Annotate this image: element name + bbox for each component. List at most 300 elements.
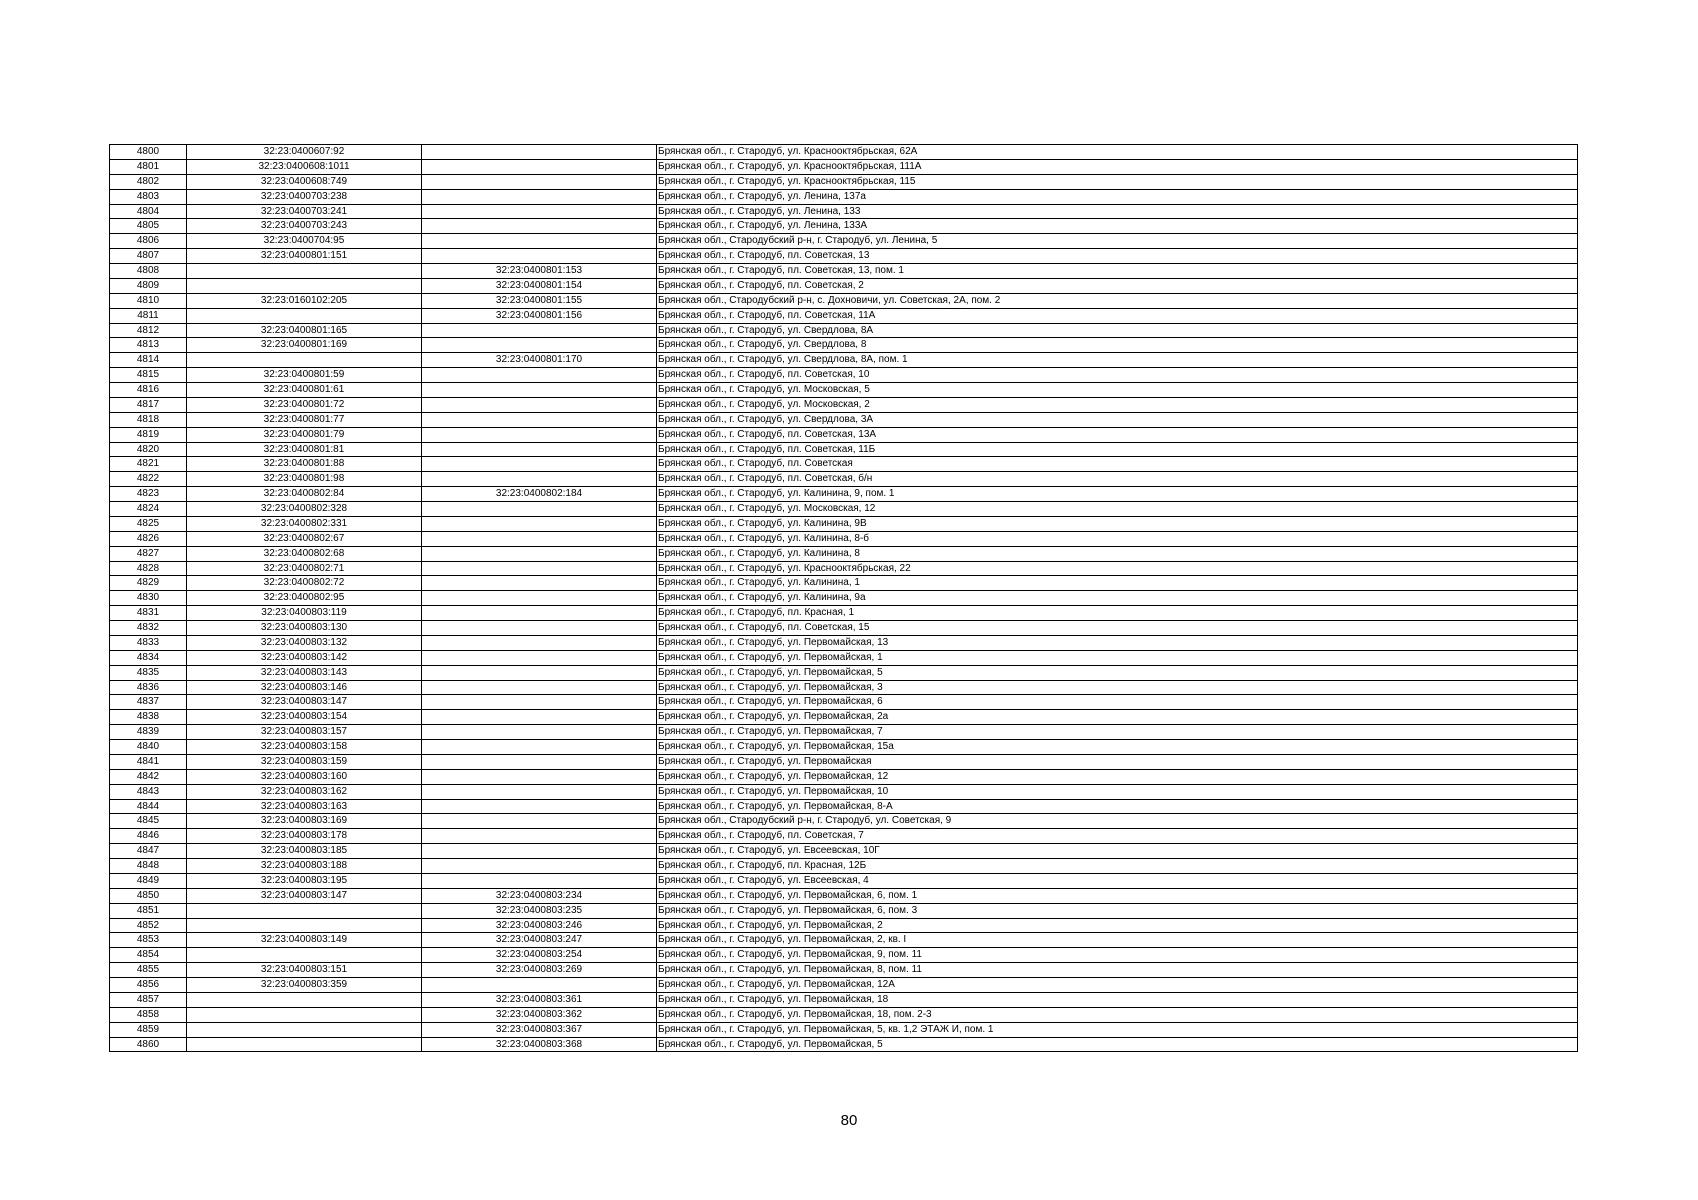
cadastral-number-cell: 32:23:0400803:147 [187,695,422,710]
row-number-cell: 4823 [110,487,187,502]
table-row [110,397,1578,412]
row-number-cell: 4829 [110,576,187,591]
row-number-cell: 4805 [110,219,187,234]
address-cell: Брянская обл., г. Стародуб, пл. Советская, б/н [657,472,1578,487]
room-cadastral-number-cell [422,635,657,650]
cadastral-number-cell: 32:23:0400703:238 [187,189,422,204]
row-number-cell: 4860 [110,1037,187,1052]
table-row [110,502,1578,517]
cadastral-number-cell: 32:23:0160102:205 [187,293,422,308]
row-number-cell: 4803 [110,189,187,204]
row-number-cell: 4826 [110,531,187,546]
room-cadastral-number-cell [422,680,657,695]
row-number-cell: 4801 [110,159,187,174]
address-cell: Брянская обл., г. Стародуб, ул. Первомайская, 5 [657,1037,1578,1052]
cadastral-number-cell: 32:23:0400803:185 [187,844,422,859]
table-row [110,978,1578,993]
address-cell: Брянская обл., г. Стародуб, пл. Советская, 13 [657,249,1578,264]
cadastral-number-cell: 32:23:0400703:243 [187,219,422,234]
cadastral-number-cell: 32:23:0400802:95 [187,591,422,606]
cadastral-number-cell: 32:23:0400802:328 [187,502,422,517]
table-row [110,1037,1578,1052]
address-cell: Брянская обл., г. Стародуб, ул. Первомайская, 5 [657,665,1578,680]
address-cell: Брянская обл., г. Стародуб, ул. Первомайская, 2а [657,710,1578,725]
address-cell: Брянская обл., Стародубский р-н, г. Стародуб, ул. Советская, 9 [657,814,1578,829]
room-cadastral-number-cell: 32:23:0400803:368 [422,1037,657,1052]
table-row [110,457,1578,472]
address-cell: Брянская обл., г. Стародуб, ул. Первомайская, 12А [657,978,1578,993]
table-row [110,189,1578,204]
address-cell: Брянская обл., г. Стародуб, пл. Советская, 11Б [657,442,1578,457]
room-cadastral-number-cell: 32:23:0400803:362 [422,1007,657,1022]
table-row [110,412,1578,427]
table-row [110,219,1578,234]
address-cell: Брянская обл., г. Стародуб, ул. Свердлова, 8А [657,323,1578,338]
registry-table-body [110,145,1578,1052]
room-cadastral-number-cell: 32:23:0400803:269 [422,963,657,978]
room-cadastral-number-cell [422,412,657,427]
row-number-cell: 4850 [110,888,187,903]
room-cadastral-number-cell [422,665,657,680]
address-cell: Брянская обл., г. Стародуб, ул. Первомайская, 3 [657,680,1578,695]
row-number-cell: 4813 [110,338,187,353]
cadastral-number-cell: 32:23:0400803:188 [187,859,422,874]
table-row [110,621,1578,636]
cadastral-number-cell: 32:23:0400703:241 [187,204,422,219]
cadastral-number-cell: 32:23:0400801:72 [187,397,422,412]
table-row [110,725,1578,740]
cadastral-number-cell: 32:23:0400803:195 [187,873,422,888]
row-number-cell: 4812 [110,323,187,338]
table-row [110,963,1578,978]
address-cell: Брянская обл., г. Стародуб, пл. Советская, 11А [657,308,1578,323]
address-cell: Брянская обл., г. Стародуб, ул. Первомайская, 9, пом. 11 [657,948,1578,963]
address-cell: Брянская обл., г. Стародуб, ул. Первомайская, 18, пом. 2-3 [657,1007,1578,1022]
row-number-cell: 4818 [110,412,187,427]
row-number-cell: 4815 [110,368,187,383]
address-cell: Брянская обл., г. Стародуб, ул. Первомайская, 2 [657,918,1578,933]
room-cadastral-number-cell [422,159,657,174]
address-cell: Брянская обл., г. Стародуб, ул. Калинина, 8-б [657,531,1578,546]
row-number-cell: 4810 [110,293,187,308]
cadastral-number-cell: 32:23:0400803:157 [187,725,422,740]
table-row [110,427,1578,442]
cadastral-number-cell: 32:23:0400802:331 [187,516,422,531]
cadastral-number-cell: 32:23:0400608:749 [187,174,422,189]
cadastral-number-cell [187,264,422,279]
cadastral-number-cell: 32:23:0400801:81 [187,442,422,457]
address-cell: Брянская обл., г. Стародуб, ул. Евсеевская, 10Г [657,844,1578,859]
row-number-cell: 4853 [110,933,187,948]
table-row [110,665,1578,680]
table-row [110,859,1578,874]
table-row [110,264,1578,279]
address-cell: Брянская обл., г. Стародуб, ул. Первомайская, 15а [657,740,1578,755]
room-cadastral-number-cell [422,383,657,398]
address-cell: Брянская обл., г. Стародуб, ул. Первомайская, 8-А [657,799,1578,814]
table-row [110,606,1578,621]
room-cadastral-number-cell [422,754,657,769]
address-cell: Брянская обл., г. Стародуб, ул. Краснооктябрьская, 111А [657,159,1578,174]
room-cadastral-number-cell [422,546,657,561]
table-row [110,799,1578,814]
cadastral-number-cell: 32:23:0400802:67 [187,531,422,546]
address-cell: Брянская обл., г. Стародуб, ул. Краснооктябрьская, 115 [657,174,1578,189]
room-cadastral-number-cell [422,591,657,606]
cadastral-number-cell: 32:23:0400803:142 [187,650,422,665]
table-row [110,933,1578,948]
room-cadastral-number-cell [422,442,657,457]
room-cadastral-number-cell: 32:23:0400803:247 [422,933,657,948]
row-number-cell: 4831 [110,606,187,621]
cadastral-number-cell: 32:23:0400801:165 [187,323,422,338]
cadastral-number-cell [187,308,422,323]
table-row [110,278,1578,293]
cadastral-number-cell [187,278,422,293]
table-row [110,695,1578,710]
room-cadastral-number-cell [422,323,657,338]
cadastral-number-cell: 32:23:0400803:151 [187,963,422,978]
table-row [110,368,1578,383]
room-cadastral-number-cell: 32:23:0400802:184 [422,487,657,502]
row-number-cell: 4849 [110,873,187,888]
row-number-cell: 4825 [110,516,187,531]
row-number-cell: 4852 [110,918,187,933]
row-number-cell: 4845 [110,814,187,829]
address-cell: Брянская обл., г. Стародуб, ул. Первомайская, 10 [657,784,1578,799]
room-cadastral-number-cell [422,189,657,204]
cadastral-number-cell: 32:23:0400801:151 [187,249,422,264]
cadastral-number-cell: 32:23:0400803:132 [187,635,422,650]
row-number-cell: 4814 [110,353,187,368]
row-number-cell: 4817 [110,397,187,412]
cadastral-number-cell: 32:23:0400704:95 [187,234,422,249]
table-row [110,234,1578,249]
room-cadastral-number-cell: 32:23:0400803:254 [422,948,657,963]
cadastral-number-cell: 32:23:0400801:77 [187,412,422,427]
room-cadastral-number-cell [422,873,657,888]
table-row [110,487,1578,502]
table-row [110,948,1578,963]
address-cell: Брянская обл., г. Стародуб, ул. Ленина, 137а [657,189,1578,204]
cadastral-number-cell: 32:23:0400803:178 [187,829,422,844]
address-cell: Брянская обл., г. Стародуб, ул. Первомайская, 1 [657,650,1578,665]
row-number-cell: 4859 [110,1022,187,1037]
row-number-cell: 4851 [110,903,187,918]
table-row [110,353,1578,368]
table-row [110,338,1578,353]
cadastral-number-cell: 32:23:0400608:1011 [187,159,422,174]
room-cadastral-number-cell [422,844,657,859]
address-cell: Брянская обл., г. Стародуб, пл. Советская, 13А [657,427,1578,442]
row-number-cell: 4843 [110,784,187,799]
room-cadastral-number-cell: 32:23:0400803:246 [422,918,657,933]
room-cadastral-number-cell [422,769,657,784]
table-row [110,740,1578,755]
room-cadastral-number-cell [422,249,657,264]
room-cadastral-number-cell [422,145,657,160]
table-row [110,710,1578,725]
room-cadastral-number-cell [422,174,657,189]
room-cadastral-number-cell [422,621,657,636]
address-cell: Брянская обл., г. Стародуб, ул. Евсеевская, 4 [657,873,1578,888]
cadastral-number-cell: 32:23:0400802:68 [187,546,422,561]
cadastral-number-cell: 32:23:0400802:84 [187,487,422,502]
cadastral-number-cell: 32:23:0400803:160 [187,769,422,784]
room-cadastral-number-cell: 32:23:0400801:156 [422,308,657,323]
address-cell: Брянская обл., г. Стародуб, ул. Первомайская, 12 [657,769,1578,784]
row-number-cell: 4841 [110,754,187,769]
room-cadastral-number-cell: 32:23:0400803:361 [422,992,657,1007]
row-number-cell: 4811 [110,308,187,323]
row-number-cell: 4828 [110,561,187,576]
row-number-cell: 4840 [110,740,187,755]
cadastral-number-cell: 32:23:0400803:359 [187,978,422,993]
address-cell: Брянская обл., г. Стародуб, ул. Краснооктябрьская, 62А [657,145,1578,160]
address-cell: Брянская обл., г. Стародуб, пл. Советская, 7 [657,829,1578,844]
table-row [110,814,1578,829]
address-cell: Брянская обл., г. Стародуб, ул. Московская, 2 [657,397,1578,412]
row-number-cell: 4855 [110,963,187,978]
address-cell: Брянская обл., г. Стародуб, ул. Первомайская, 8, пом. 11 [657,963,1578,978]
address-cell: Брянская обл., г. Стародуб, пл. Красная, 1 [657,606,1578,621]
table-row [110,308,1578,323]
address-cell: Брянская обл., г. Стародуб, ул. Первомайская, 13 [657,635,1578,650]
address-cell: Брянская обл., г. Стародуб, ул. Свердлова, 8 [657,338,1578,353]
table-row [110,442,1578,457]
row-number-cell: 4833 [110,635,187,650]
cadastral-number-cell: 32:23:0400801:169 [187,338,422,353]
cadastral-number-cell: 32:23:0400803:146 [187,680,422,695]
row-number-cell: 4837 [110,695,187,710]
address-cell: Брянская обл., Стародубский р-н, г. Стародуб, ул. Ленина, 5 [657,234,1578,249]
room-cadastral-number-cell [422,978,657,993]
table-row [110,516,1578,531]
address-cell: Брянская обл., г. Стародуб, ул. Первомайская, 18 [657,992,1578,1007]
cadastral-number-cell: 32:23:0400801:79 [187,427,422,442]
address-cell: Брянская обл., г. Стародуб, ул. Московская, 5 [657,383,1578,398]
row-number-cell: 4806 [110,234,187,249]
table-row [110,293,1578,308]
room-cadastral-number-cell [422,829,657,844]
room-cadastral-number-cell [422,710,657,725]
address-cell: Брянская обл., г. Стародуб, ул. Калинина, 9а [657,591,1578,606]
table-row [110,576,1578,591]
table-row [110,591,1578,606]
row-number-cell: 4858 [110,1007,187,1022]
row-number-cell: 4834 [110,650,187,665]
address-cell: Брянская обл., г. Стародуб, ул. Первомайская, 6 [657,695,1578,710]
table-row [110,888,1578,903]
room-cadastral-number-cell [422,814,657,829]
row-number-cell: 4822 [110,472,187,487]
cadastral-number-cell: 32:23:0400803:162 [187,784,422,799]
cadastral-number-cell: 32:23:0400607:92 [187,145,422,160]
address-cell: Брянская обл., Стародубский р-н, с. Дохновичи, ул. Советская, 2А, пом. 2 [657,293,1578,308]
table-row [110,754,1578,769]
room-cadastral-number-cell [422,472,657,487]
table-row [110,561,1578,576]
cadastral-number-cell: 32:23:0400803:119 [187,606,422,621]
cadastral-number-cell: 32:23:0400803:163 [187,799,422,814]
table-row [110,159,1578,174]
room-cadastral-number-cell [422,650,657,665]
table-row [110,1007,1578,1022]
cadastral-number-cell: 32:23:0400803:143 [187,665,422,680]
cadastral-number-cell: 32:23:0400801:61 [187,383,422,398]
row-number-cell: 4842 [110,769,187,784]
cadastral-number-cell: 32:23:0400802:72 [187,576,422,591]
row-number-cell: 4847 [110,844,187,859]
row-number-cell: 4816 [110,383,187,398]
row-number-cell: 4846 [110,829,187,844]
room-cadastral-number-cell [422,576,657,591]
room-cadastral-number-cell [422,531,657,546]
row-number-cell: 4821 [110,457,187,472]
address-cell: Брянская обл., г. Стародуб, ул. Первомайская, 7 [657,725,1578,740]
row-number-cell: 4835 [110,665,187,680]
table-row [110,204,1578,219]
room-cadastral-number-cell [422,338,657,353]
table-row [110,650,1578,665]
cadastral-number-cell [187,353,422,368]
address-cell: Брянская обл., г. Стародуб, ул. Свердлова, 8А, пом. 1 [657,353,1578,368]
cadastral-number-cell: 32:23:0400803:159 [187,754,422,769]
cadastral-number-cell: 32:23:0400803:169 [187,814,422,829]
room-cadastral-number-cell [422,427,657,442]
table-row [110,903,1578,918]
address-cell: Брянская обл., г. Стародуб, ул. Первомайская, 2, кв. I [657,933,1578,948]
table-row [110,769,1578,784]
address-cell: Брянская обл., г. Стародуб, ул. Калинина, 9, пом. 1 [657,487,1578,502]
address-cell: Брянская обл., г. Стародуб, пл. Советская [657,457,1578,472]
address-cell: Брянская обл., г. Стародуб, ул. Краснооктябрьская, 22 [657,561,1578,576]
room-cadastral-number-cell [422,695,657,710]
row-number-cell: 4838 [110,710,187,725]
room-cadastral-number-cell [422,368,657,383]
cadastral-number-cell [187,992,422,1007]
table-row [110,784,1578,799]
address-cell: Брянская обл., г. Стародуб, пл. Советская, 10 [657,368,1578,383]
address-cell: Брянская обл., г. Стародуб, ул. Первомайская [657,754,1578,769]
table-row [110,873,1578,888]
property-registry-table [109,144,1578,1052]
cadastral-number-cell: 32:23:0400802:71 [187,561,422,576]
room-cadastral-number-cell [422,740,657,755]
cadastral-number-cell: 32:23:0400801:98 [187,472,422,487]
cadastral-number-cell: 32:23:0400801:59 [187,368,422,383]
row-number-cell: 4856 [110,978,187,993]
room-cadastral-number-cell: 32:23:0400803:367 [422,1022,657,1037]
row-number-cell: 4800 [110,145,187,160]
room-cadastral-number-cell [422,219,657,234]
address-cell: Брянская обл., г. Стародуб, ул. Московская, 12 [657,502,1578,517]
room-cadastral-number-cell [422,725,657,740]
address-cell: Брянская обл., г. Стародуб, ул. Ленина, 133А [657,219,1578,234]
address-cell: Брянская обл., г. Стародуб, ул. Калинина, 9В [657,516,1578,531]
cadastral-number-cell: 32:23:0400801:88 [187,457,422,472]
table-row [110,680,1578,695]
row-number-cell: 4844 [110,799,187,814]
address-cell: Брянская обл., г. Стародуб, пл. Советская, 15 [657,621,1578,636]
row-number-cell: 4839 [110,725,187,740]
cadastral-number-cell [187,903,422,918]
cadastral-number-cell [187,948,422,963]
room-cadastral-number-cell [422,457,657,472]
row-number-cell: 4819 [110,427,187,442]
row-number-cell: 4857 [110,992,187,1007]
address-cell: Брянская обл., г. Стародуб, ул. Калинина, 8 [657,546,1578,561]
row-number-cell: 4807 [110,249,187,264]
room-cadastral-number-cell [422,561,657,576]
address-cell: Брянская обл., г. Стародуб, пл. Советская, 2 [657,278,1578,293]
room-cadastral-number-cell: 32:23:0400803:234 [422,888,657,903]
row-number-cell: 4809 [110,278,187,293]
address-cell: Брянская обл., г. Стародуб, ул. Первомайская, 6, пом. 1 [657,888,1578,903]
cadastral-number-cell: 32:23:0400803:149 [187,933,422,948]
cadastral-number-cell [187,1007,422,1022]
room-cadastral-number-cell: 32:23:0400801:155 [422,293,657,308]
address-cell: Брянская обл., г. Стародуб, ул. Калинина, 1 [657,576,1578,591]
row-number-cell: 4802 [110,174,187,189]
table-row [110,323,1578,338]
table-row [110,635,1578,650]
table-row [110,472,1578,487]
table-row [110,844,1578,859]
row-number-cell: 4832 [110,621,187,636]
table-row [110,145,1578,160]
address-cell: Брянская обл., г. Стародуб, ул. Первомайская, 5, кв. 1,2 ЭТАЖ И, пом. 1 [657,1022,1578,1037]
cadastral-number-cell: 32:23:0400803:154 [187,710,422,725]
row-number-cell: 4848 [110,859,187,874]
table-row [110,918,1578,933]
row-number-cell: 4808 [110,264,187,279]
room-cadastral-number-cell [422,799,657,814]
address-cell: Брянская обл., г. Стародуб, ул. Свердлова, 3А [657,412,1578,427]
row-number-cell: 4830 [110,591,187,606]
table-row [110,992,1578,1007]
cadastral-number-cell: 32:23:0400803:158 [187,740,422,755]
row-number-cell: 4824 [110,502,187,517]
address-cell: Брянская обл., г. Стародуб, пл. Советская, 13, пом. 1 [657,264,1578,279]
cadastral-number-cell: 32:23:0400803:147 [187,888,422,903]
table-row [110,531,1578,546]
cadastral-number-cell: 32:23:0400803:130 [187,621,422,636]
table-row [110,1022,1578,1037]
table-row [110,249,1578,264]
cadastral-number-cell [187,1022,422,1037]
row-number-cell: 4804 [110,204,187,219]
table-row [110,829,1578,844]
room-cadastral-number-cell [422,234,657,249]
table-row [110,383,1578,398]
room-cadastral-number-cell [422,784,657,799]
room-cadastral-number-cell: 32:23:0400801:170 [422,353,657,368]
row-number-cell: 4820 [110,442,187,457]
room-cadastral-number-cell [422,502,657,517]
room-cadastral-number-cell [422,397,657,412]
row-number-cell: 4854 [110,948,187,963]
page-number: 80 [840,1112,858,1129]
room-cadastral-number-cell: 32:23:0400803:235 [422,903,657,918]
table-row [110,546,1578,561]
room-cadastral-number-cell [422,204,657,219]
row-number-cell: 4827 [110,546,187,561]
cadastral-number-cell [187,1037,422,1052]
room-cadastral-number-cell [422,859,657,874]
room-cadastral-number-cell: 32:23:0400801:154 [422,278,657,293]
room-cadastral-number-cell [422,606,657,621]
